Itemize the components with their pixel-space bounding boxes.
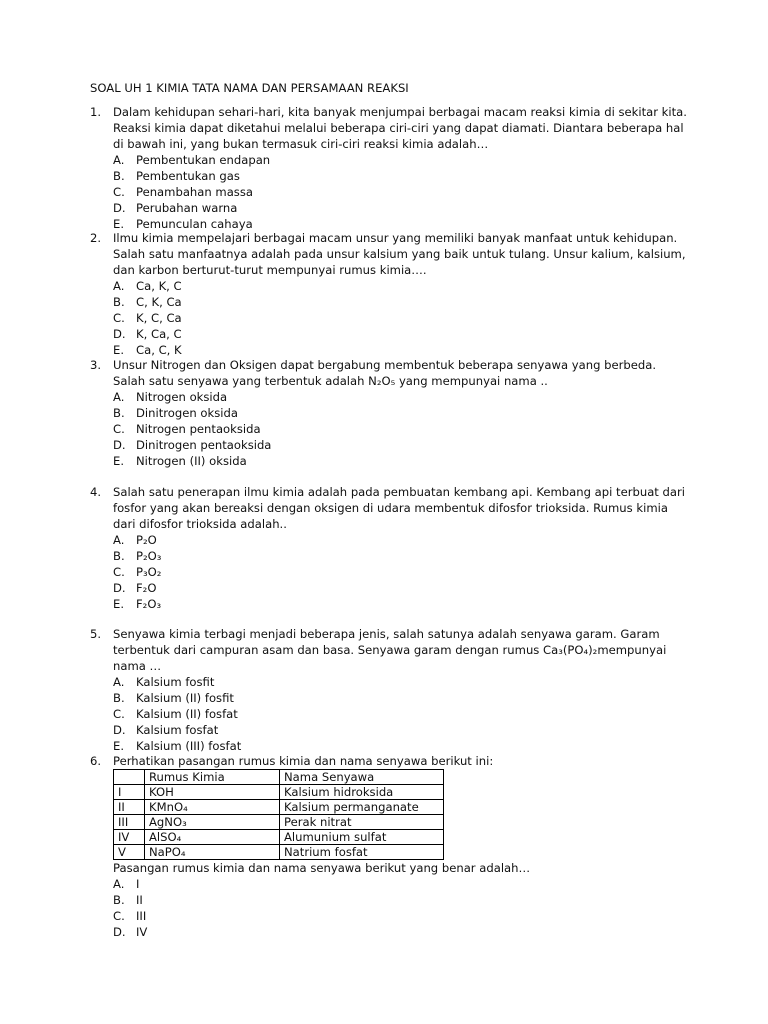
- option-e: [90, 453, 690, 469]
- option-b: [90, 168, 690, 184]
- option-text: P₃O₂: [136, 565, 162, 579]
- option-letter: E.: [113, 217, 125, 231]
- table-header: [114, 770, 145, 785]
- option-letter: B.: [113, 406, 125, 420]
- option-text: Dinitrogen oksida: [136, 406, 238, 420]
- option-letter: D.: [113, 438, 126, 452]
- table-cell: Kalsium hidroksida: [280, 785, 444, 800]
- option-c: [90, 564, 690, 580]
- option-text: Kalsium (II) fosfat: [136, 707, 238, 721]
- option-text: IV: [136, 925, 148, 939]
- option-e: [90, 596, 690, 612]
- option-text: K, Ca, C: [136, 327, 182, 341]
- option-text: I: [136, 877, 140, 891]
- table-cell: III: [114, 815, 145, 830]
- option-letter: A.: [113, 675, 125, 689]
- option-text: Kalsium (II) fosfit: [136, 691, 234, 705]
- question-number: 5.: [90, 627, 102, 641]
- table-cell: II: [114, 800, 145, 815]
- option-c: [90, 310, 690, 326]
- option-letter: A.: [113, 390, 125, 404]
- option-e: [90, 342, 690, 358]
- option-letter: C.: [113, 185, 125, 199]
- question-number: 2.: [90, 231, 102, 245]
- option-c: [90, 908, 690, 924]
- table-cell: IV: [114, 830, 145, 845]
- option-letter: E.: [113, 597, 125, 611]
- option-letter: D.: [113, 581, 126, 595]
- option-text: Nitrogen (II) oksida: [136, 454, 247, 468]
- table-header-row: [114, 770, 444, 785]
- option-letter: E.: [113, 343, 125, 357]
- option-letter: B.: [113, 295, 125, 309]
- question-text: Perhatikan pasangan rumus kimia dan nama senyawa berikut ini:: [113, 754, 494, 768]
- option-text: Dinitrogen pentaoksida: [136, 438, 272, 452]
- table-row: [114, 815, 444, 830]
- option-b: [90, 548, 690, 564]
- option-text: Perubahan warna: [136, 201, 238, 215]
- option-letter: B.: [113, 893, 125, 907]
- option-a: [90, 532, 690, 548]
- question-number: 4.: [90, 485, 102, 499]
- option-d: [90, 200, 690, 216]
- formula-name-table: [113, 769, 444, 860]
- option-text: II: [136, 893, 143, 907]
- option-text: F₂O: [136, 581, 157, 595]
- option-a: [90, 152, 690, 168]
- option-text: Kalsium fosfit: [136, 675, 215, 689]
- document-title: SOAL UH 1 KIMIA TATA NAMA DAN PERSAMAAN REAKSI: [90, 81, 409, 95]
- option-text: F₂O₃: [136, 597, 162, 611]
- option-d: [90, 437, 690, 453]
- option-letter: B.: [113, 691, 125, 705]
- question-text: Ilmu kimia mempelajari berbagai macam unsur yang memiliki banyak manfaat untuk kehidupan. Salah satu manfaatnya adalah pada unsur kalsium yang baik untuk tulang. Unsur kalium, kalsium, dan karbon berturut-turut mempunyai rumus kimia….: [113, 231, 686, 277]
- option-letter: B.: [113, 549, 125, 563]
- option-letter: C.: [113, 707, 125, 721]
- option-text: Nitrogen pentaoksida: [136, 422, 261, 436]
- option-letter: C.: [113, 565, 125, 579]
- option-letter: C.: [113, 909, 125, 923]
- question-6: [90, 753, 690, 940]
- option-letter: A.: [113, 279, 125, 293]
- option-d: [90, 580, 690, 596]
- table-row: [114, 830, 444, 845]
- table-row: [114, 845, 444, 860]
- option-a: [90, 278, 690, 294]
- table-header: Rumus Kimia: [145, 770, 280, 785]
- table-header: Nama Senyawa: [280, 770, 444, 785]
- option-a: [90, 674, 690, 690]
- option-letter: A.: [113, 877, 125, 891]
- option-letter: D.: [113, 925, 126, 939]
- option-letter: A.: [113, 153, 125, 167]
- question-text: Senyawa kimia terbagi menjadi beberapa jenis, salah satunya adalah senyawa garam. Garam terbentuk dari campuran asam dan basa. Senyawa garam dengan rumus Ca₃(PO₄)₂mempunyai nama …: [113, 627, 667, 673]
- option-text: Nitrogen oksida: [136, 390, 228, 404]
- option-a: [90, 876, 690, 892]
- question-5: [90, 626, 690, 754]
- question-text: Unsur Nitrogen dan Oksigen dapat bergabung membentuk beberapa senyawa yang berbeda. Salah satu senyawa yang terbentuk adalah N₂O₅ yang mempunyai nama ..: [113, 358, 657, 388]
- table-cell: NaPO₄: [145, 845, 280, 860]
- question-3: [90, 357, 690, 469]
- option-b: [90, 294, 690, 310]
- option-b: [90, 892, 690, 908]
- option-letter: D.: [113, 201, 126, 215]
- option-text: K, C, Ca: [136, 311, 182, 325]
- question-number: 3.: [90, 358, 102, 372]
- option-letter: C.: [113, 311, 125, 325]
- option-text: P₂O₃: [136, 549, 162, 563]
- option-c: [90, 184, 690, 200]
- table-cell: KOH: [145, 785, 280, 800]
- option-text: Kalsium (III) fosfat: [136, 739, 242, 753]
- table-cell: AlSO₄: [145, 830, 280, 845]
- option-d: [90, 326, 690, 342]
- table-cell: KMnO₄: [145, 800, 280, 815]
- table-cell: V: [114, 845, 145, 860]
- table-cell: Kalsium permanganate: [280, 800, 444, 815]
- option-text: Pembentukan endapan: [136, 153, 271, 167]
- option-text: P₂O: [136, 533, 157, 547]
- option-b: [90, 405, 690, 421]
- question-4: [90, 484, 690, 612]
- option-a: [90, 389, 690, 405]
- option-text: Ca, C, K: [136, 343, 182, 357]
- option-letter: E.: [113, 454, 125, 468]
- option-text: Pemunculan cahaya: [136, 217, 253, 231]
- table-row: [114, 785, 444, 800]
- option-d: [90, 924, 690, 940]
- question-text: Dalam kehidupan sehari-hari, kita banyak menjumpai berbagai macam reaksi kimia di sekitar kita. Reaksi kimia dapat diketahui melalui beberapa ciri-ciri yang dapat diamati. Diantara beberapa hal di bawah ini, yang bukan termasuk ciri-ciri reaksi kimia adalah…: [113, 105, 687, 151]
- option-text: Pembentukan gas: [136, 169, 240, 183]
- table-cell: I: [114, 785, 145, 800]
- option-c: [90, 706, 690, 722]
- table-cell: Natrium fosfat: [280, 845, 444, 860]
- table-cell: Perak nitrat: [280, 815, 444, 830]
- option-text: III: [136, 909, 147, 923]
- option-text: Penambahan massa: [136, 185, 253, 199]
- option-letter: E.: [113, 739, 125, 753]
- question-number: 1.: [90, 105, 102, 119]
- option-letter: D.: [113, 723, 126, 737]
- option-letter: B.: [113, 169, 125, 183]
- option-c: [90, 421, 690, 437]
- question-number: 6.: [90, 754, 102, 768]
- table-cell: Alumunium sulfat: [280, 830, 444, 845]
- option-text: Ca, K, C: [136, 279, 182, 293]
- option-d: [90, 722, 690, 738]
- table-row: [114, 800, 444, 815]
- option-e: [90, 738, 690, 754]
- question-followup-text: Pasangan rumus kimia dan nama senyawa berikut yang benar adalah…: [113, 861, 531, 875]
- question-2: [90, 230, 690, 358]
- option-letter: D.: [113, 327, 126, 341]
- question-1: [90, 104, 690, 232]
- table-cell: AgNO₃: [145, 815, 280, 830]
- option-b: [90, 690, 690, 706]
- option-text: Kalsium fosfat: [136, 723, 219, 737]
- option-letter: C.: [113, 422, 125, 436]
- option-text: C, K, Ca: [136, 295, 182, 309]
- option-letter: A.: [113, 533, 125, 547]
- question-text: Salah satu penerapan ilmu kimia adalah pada pembuatan kembang api. Kembang api terbuat dari fosfor yang akan bereaksi dengan oksigen di udara membentuk difosfor trioksida. Rumus kimia dari difosfor trioksida adalah..: [113, 485, 685, 531]
